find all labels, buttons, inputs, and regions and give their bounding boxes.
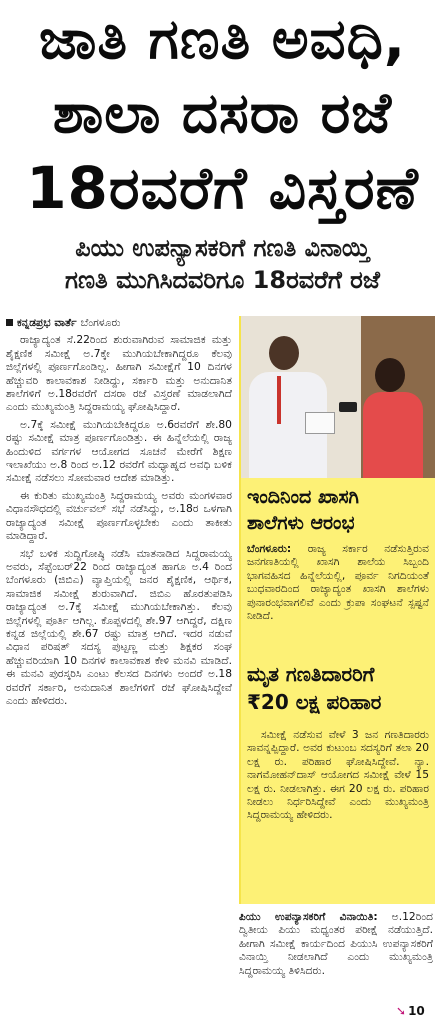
byline-place: ಬೆಂಗಳೂರು [80, 316, 121, 329]
bullet-square-icon [6, 319, 13, 326]
photo-phone [339, 402, 357, 412]
sidebox1-lead: ಬೆಂಗಳೂರು: [247, 542, 292, 555]
article-paragraph: ಸಭೆ ಬಳಿಕ ಸುದ್ದಿಗೋಷ್ಠಿ ನಡೆಸಿ ಮಾತನಾಡಿದ ಸಿದ್ದರಾಮಯ್ಯ ಅವರು, ಸೆಪ್ಟೆಂಬರ್22 ರಿಂದ ರಾಜ್ಯಾದ್ಯಂತ ಹಾಗೂ ಅ.4 ರಿಂದ ಬೆಂಗಳೂರು (ಜಿಬಿಎ) ವ್ಯಾಪ್ತಿಯಲ್ಲಿ ಜನರ ಶೈಕ್ಷಣಿಕ, ಆರ್ಥಿಕ, ಸಾಮಾಜಿಕ ಸಮೀಕ್ಷೆ ಶುರುವಾಗಿದೆ. ಜಿಬಿಎ ಹೊರತುಪಡಿಸಿ ರಾಜ್ಯಾದ್ಯಂತ ಅ.7ಕ್ಕೆ ಸಮೀಕ್ಷೆ ಮುಗಿಯಬೇಕಾಗಿತ್ತು. ಕೆಲವು ಜಿಲ್ಲೆಗಳಲ್ಲಿ ಪೂರ್ತಿ ಆಗಿಲ್ಲ. ಕೊಪ್ಪಳದಲ್ಲಿ ಶೇ.97 ಆಗಿದ್ದರೆ, ದಕ್ಷಿಣ ಕನ್ನಡ ಜಿಲ್ಲೆಯಲ್ಲಿ ಶೇ.67 ರಷ್ಟು ಮಾತ್ರ ಆಗಿದೆ. ಇದರ ನಡುವೆ ವಿಧಾನ ಪರಿಷತ್ ಸದಸ್ಯ ಪುಟ್ಟಣ್ಣ ಮತ್ತು ಶಿಕ್ಷಕರ ಸಂಘ ಹೆಚ್ಚುವರಿಯಾಗಿ 10 ದಿನಗಳ ಕಾಲಾವಕಾಶ ಕೇಳಿ ಮನವಿ ಮಾಡಿದೆ. ಈ ಮನವಿ ಪುರಸ್ಕರಿಸಿ ಎಂಟು ಕೆಲಸದ ದಿನಗಳು ಅಂದರೆ ಅ.18 ರವರೆಗೆ ಸರ್ಕಾರಿ, ಅನುದಾನಿತ ಶಾಲೆಗಳಿಗೆ ರಜೆ ಘೋಷಿಸಿದ್ದೇವೆ ಎಂದು ಹೇಳಿದರು. [6, 546, 232, 707]
headline-line-1: ಜಾತಿ ಗಣತಿ ಅವಧಿ, [38, 7, 407, 72]
headline-line-3: 18ರವರೆಗೆ ವಿಸ್ತರಣೆ [26, 154, 419, 222]
photo-girl-body [363, 392, 423, 478]
subheadline-line-2: ಗಣತಿ ಮುಗಿಸಿದವರಿಗೂ 18ರವರೆಗೆ ರಜೆ [65, 266, 380, 294]
photo-tablet [305, 412, 335, 434]
sidebox2-heading-line-1: ಮೃತ ಗಣತಿದಾರರಿಗೆ [247, 662, 375, 686]
article-paragraph: ಅ.7ಕ್ಕೆ ಸಮೀಕ್ಷೆ ಮುಗಿಯಬೇಕಿದ್ದರೂ ಅ.6ರವರೆಗೆ ಶೇ.80 ರಷ್ಟು ಸಮೀಕ್ಷೆ ಮಾತ್ರ ಪೂರ್ಣಗೊಂಡಿತ್ತು. ಈ ಹಿನ್ನೆಲೆಯಲ್ಲಿ ರಾಜ್ಯ ಹಿಂದುಳಿದ ವರ್ಗಗಳ ಆಯೋಗದ ಸೂಚನೆ ಮೇರೆಗೆ ಶಿಕ್ಷಣ ಇಲಾಖೆಯು ಅ.8 ರಿಂದ ಅ.12 ರವರೆಗೆ ಮಧ್ಯಾಹ್ನದ ಅವಧಿ ಬಳಿಕ ಸಮೀಕ್ಷೆ ನಡೆಸಲು ಸೋಮವಾರ ಆದೇಶ ಮಾಡಿತ್ತು. [6, 417, 232, 485]
arrow-icon: ➘ [396, 1004, 407, 1018]
photo-lanyard [277, 376, 281, 424]
continued-page-ref [396, 1004, 425, 1018]
note-lead: ಪಿಯು ಉಪನ್ಯಾಸಕರಿಗೆ ವಿನಾಯಿತಿ: [239, 910, 378, 923]
headline-line-2: ಶಾಲಾ ದಸರಾ ರಜೆ [52, 81, 393, 146]
sidebar-box [239, 316, 435, 904]
byline [6, 316, 232, 329]
subheadline-line-1: ಪಿಯು ಉಪನ್ಯಾಸಕರಿಗೆ ಗಣತಿ ವಿನಾಯ್ತಿ [75, 234, 370, 262]
page-ref-number: 10 [408, 1004, 425, 1018]
note-text: ಅ.12ರಿಂದ ದ್ವಿತೀಯ ಪಿಯು ಮಧ್ಯಂತರ ಪರೀಕ್ಷೆ ನಡೆಯುತ್ತಿದೆ. ಹೀಗಾಗಿ ಸಮೀಕ್ಷೆ ಕಾರ್ಯದಿಂದ ಪಿಯುಸಿ ಉಪನ್ಯಾಸಕರಿಗೆ ವಿನಾಯ್ತಿ ನೀಡಲಾಗಿದೆ ಎಂದು ಮುಖ್ಯಮಂತ್ರಿ ಸಿದ್ದರಾಮಯ್ಯ ತಿಳಿಸಿದರು. [239, 910, 433, 977]
article-column [6, 316, 232, 711]
sidebox1-heading-line-1: ಇಂದಿನಿಂದ ಖಾಸಗಿ [247, 486, 359, 508]
pu-exemption-note [239, 910, 433, 977]
enumerator-photo [241, 316, 435, 478]
article-paragraph: ರಾಜ್ಯಾದ್ಯಂತ ಸೆ.22ರಿಂದ ಶುರುವಾಗಿರುವ ಸಾಮಾಜಿಕ ಮತ್ತು ಶೈಕ್ಷಣಿಕ ಸಮೀಕ್ಷೆ ಅ.7ಕ್ಕೇ ಮುಗಿಯಬೇಕಾಗಿದ್ದರೂ ಕೆಲವು ಜಿಲ್ಲೆಗಳಲ್ಲಿ ಪೂರ್ಣಗೊಂಡಿಲ್ಲ. ಹೀಗಾಗಿ ಸಮೀಕ್ಷೆಗೆ 10 ದಿನಗಳ ಹೆಚ್ಚುವರಿ ಕಾಲಾವಕಾಶ ನೀಡಿದ್ದು, ಸರ್ಕಾರಿ ಮತ್ತು ಅನುದಾನಿತ ಶಾಲೆಗಳಿಗೆ ಅ.18ರವರೆಗೆ ದಸರಾ ರಜೆ ವಿಸ್ತರಣೆ ಮಾಡಲಾಗಿದೆ ಎಂದು ಮುಖ್ಯಮಂತ್ರಿ ಸಿದ್ದರಾಮಯ್ಯ ಘೋಷಿಸಿದ್ದಾರೆ. [6, 333, 232, 414]
sidebox2-body: ಸಮೀಕ್ಷೆ ನಡೆಸುವ ವೇಳೆ 3 ಜನ ಗಣತಿದಾರರು ಸಾವನ್ನಪ್ಪಿದ್ದಾರೆ. ಅವರ ಕುಟುಂಬ ಸದಸ್ಯರಿಗೆ ತಲಾ 20 ಲಕ್ಷ ರು. ಪರಿಹಾರ ಘೋಷಿಸಿದ್ದೇವೆ. ನ್ಯಾ. ನಾಗಮೋಹನ್‌ದಾಸ್ ಆಯೋಗದ ಸಮೀಕ್ಷೆ ವೇಳೆ 15 ಲಕ್ಷ ರು. ನೀಡಲಾಗಿತ್ತು. ಈಗ 20 ಲಕ್ಷ ರು. ಪರಿಹಾರ ನೀಡಲು ನಿರ್ಧರಿಸಿದ್ದೇವೆ ಎಂದು ಮುಖ್ಯಮಂತ್ರಿ ಸಿದ್ದರಾಮಯ್ಯ ಹೇಳಿದರು. [247, 728, 429, 822]
article-paragraph: ಈ ಕುರಿತು ಮುಖ್ಯಮಂತ್ರಿ ಸಿದ್ದರಾಮಯ್ಯ ಅವರು ಮಂಗಳವಾರ ವಿಧಾನಸೌಧದಲ್ಲಿ ವರ್ಚುವಲ್ ಸಭೆ ನಡೆಸಿದ್ದು, ಅ.18ರ ಒಳಗಾಗಿ ರಾಜ್ಯಾದ್ಯಂತ ಸಮೀಕ್ಷೆ ಪೂರ್ಣಗೊಳ್ಳಬೇಕು ಎಂದು ತಾಕೀತು ಮಾಡಿದ್ದಾರೆ. [6, 488, 232, 543]
photo-girl-head [375, 358, 405, 392]
sidebox1-body [247, 542, 429, 622]
sidebox1-text: ರಾಜ್ಯ ಸರ್ಕಾರ ನಡೆಸುತ್ತಿರುವ ಜನಗಣತಿಯಲ್ಲಿ ಖಾಸಗಿ ಶಾಲೆಯ ಸಿಬ್ಬಂದಿ ಭಾಗವಹಿಸದ ಹಿನ್ನೆಲೆಯಲ್ಲಿ, ಪೂರ್ವ ನಿಗದಿಯಂತೆ ಬುಧವಾರದಿಂದ ರಾಜ್ಯಾದ್ಯಂತ ಖಾಸಗಿ ಶಾಲೆಗಳು ಪುನಾರಂಭವಾಗಲಿವೆ ಎಂದು ಕ್ರುಪಾ ಸಂಘಟನೆ ಸ್ಪಷ್ಟನೆ ನೀಡಿದೆ. [247, 542, 429, 623]
photo-man-head [269, 336, 299, 370]
byline-source: ಕನ್ನಡಪ್ರಭ ವಾರ್ತೆ [17, 316, 77, 329]
sidebox1-heading-line-2: ಶಾಲೆಗಳು ಆರಂಭ [247, 512, 355, 534]
sidebox2-heading-line-2: ₹20 ಲಕ್ಷ ಪರಿಹಾರ [247, 690, 382, 714]
